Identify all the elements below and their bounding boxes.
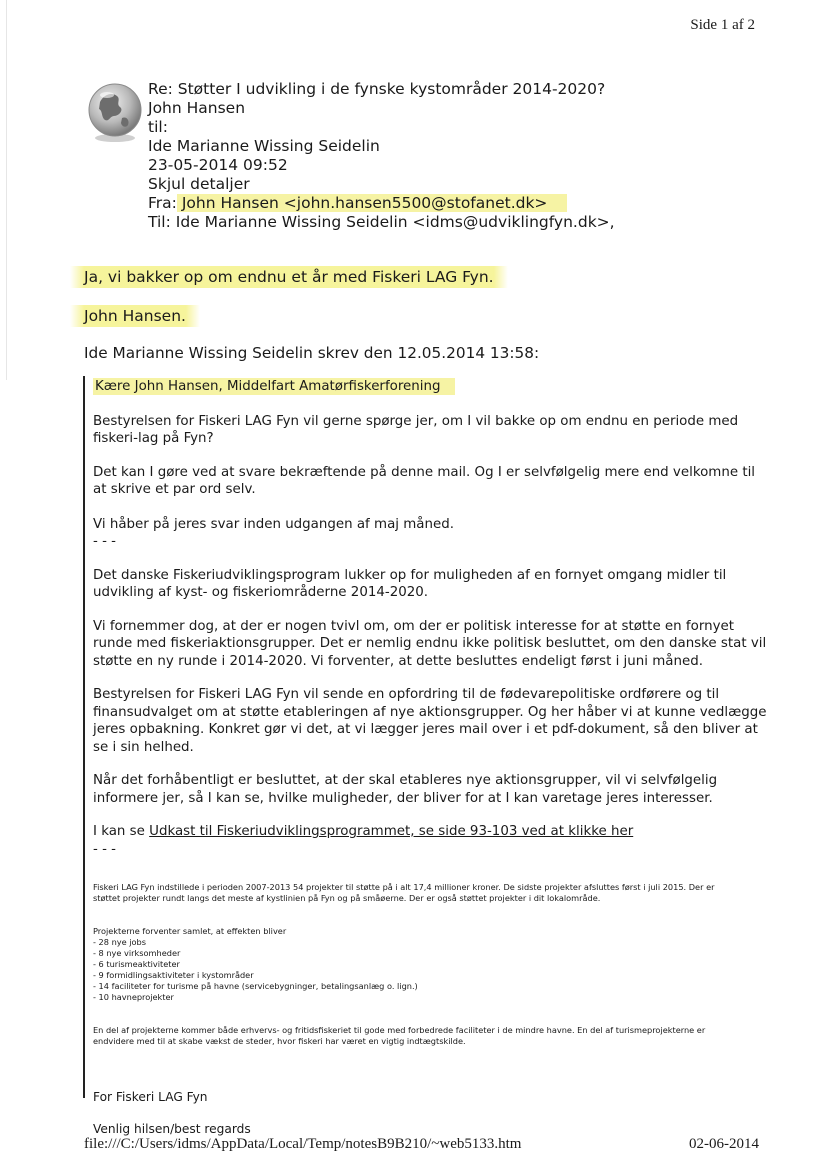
from-label: Fra: <box>148 194 177 212</box>
quoted-message <box>83 376 771 1136</box>
summary-line-2: støttet projekter rundt langs det meste af kystlinien på Fyn og på småøerne. Der er også støttet projekter i dit lokalområde. <box>93 893 601 903</box>
file-path: file:///C:/Users/idms/AppData/Local/Temp/notesB9B210/~web5133.htm <box>84 1136 522 1152</box>
summary-line-1: Fiskeri LAG Fyn indstillede i perioden 2007-2013 54 projekter til støtte på i alt 17,4 millioner kroner. De sidste projekter afsluttes først i juli 2015. Der er <box>93 882 715 892</box>
signature-org: For Fiskeri LAG Fyn <box>93 1090 208 1104</box>
globe-avatar-icon <box>86 80 144 144</box>
to-field-label: Til: <box>148 213 171 231</box>
quote-paragraph-2: Det kan I gøre ved at svare bekræftende på denne mail. Og I er selvfølgelig mere end velkomne til at skrive et par ord selv. <box>93 464 756 497</box>
quote-paragraph-1: Bestyrelsen for Fiskeri LAG Fyn vil gerne spørge jer, om I vil bakke op om endnu en periode med fiskeri-lag på Fyn? <box>93 413 739 446</box>
benefits-line-2: endvidere med til at skabe vækst de steder, hvor fiskeri har været en vigtig indtægtskilde. <box>93 1036 466 1046</box>
reply-line-2: John Hansen. <box>84 307 200 325</box>
separator-1: - - - <box>93 534 117 549</box>
email-subject: Re: Støtter I udvikling i de fynske kystområder 2014-2020? <box>148 80 606 98</box>
from-value: John Hansen <john.hansen5500@stofanet.dk> <box>177 194 568 212</box>
email-sender: John Hansen <box>148 99 246 117</box>
effect-list <box>93 926 771 1003</box>
to-field-value: Ide Marianne Wissing Seidelin <idms@udviklingfyn.dk>, <box>170 213 615 231</box>
benefits-line-1: En del af projekterne kommer både erhvervs- og fritidsfiskeriet til gode med forbedrede faciliteter i de mindre havne. En del af turismeprojekterne er <box>93 1025 706 1035</box>
project-benefits <box>93 1025 771 1047</box>
email-datetime: 23-05-2014 09:52 <box>148 156 288 174</box>
page-number: Side 1 af 2 <box>690 17 755 33</box>
quote-paragraph-5: Vi fornemmer dog, at der er nogen tvivl om, om der er politisk interesse for at støtte en fornyet runde med fiskeriaktionsgrupper. Det er nemlig endnu ikke politisk besluttet, om den danske stat vil støtte en ny runde i 2014-2020. Vi forventer, at dette besluttes endeligt først i juni måned. <box>93 618 767 669</box>
quote-paragraph-7: Når det forhåbentligt er besluttet, at der skal etableres nye aktionsgrupper, vil vi selvfølgelig informere jer, så I kan se, hvilke muligheder, der bliver for at I kan varetage jeres interesser. <box>93 773 718 806</box>
effect-list-item: - 8 nye virksomheder <box>93 948 181 958</box>
effect-list-item: - 28 nye jobs <box>93 937 146 947</box>
quote-paragraph-3: Vi håber på jeres svar inden udgangen af maj måned. <box>93 516 454 532</box>
email-recipient: Ide Marianne Wissing Seidelin <box>148 137 380 155</box>
effect-list-item: - 10 havneprojekter <box>93 992 174 1002</box>
reply-line-1: Ja, vi bakker op om endnu et år med Fiskeri LAG Fyn. <box>84 268 508 286</box>
quote-paragraph-4: Det danske Fiskeriudviklingsprogram lukker op for muligheden af en fornyet omgang midler til udvikling af kyst- og fiskeriområderne 2014-2020. <box>93 567 727 600</box>
hide-details-link[interactable]: Skjul detaljer <box>148 175 250 193</box>
email-header <box>148 80 788 232</box>
quote-intro: Ide Marianne Wissing Seidelin skrev den 12.05.2014 13:58: <box>84 344 540 362</box>
signature-regards: Venlig hilsen/best regards <box>93 1121 251 1136</box>
to-row <box>148 213 788 232</box>
effect-list-item: - 9 formidlingsaktiviteter i kystområder <box>93 970 254 980</box>
separator-2: - - - <box>93 841 117 857</box>
program-draft-link[interactable]: Udkast til Fiskeriudviklingsprogrammet, se side 93-103 ved at klikke her <box>149 824 634 839</box>
to-label: til: <box>148 118 168 136</box>
scan-edge-line <box>6 0 7 380</box>
project-summary <box>93 882 771 904</box>
effect-list-title: Projekterne forventer samlet, at effekten bliver <box>93 926 287 936</box>
quote-paragraph-6: Bestyrelsen for Fiskeri LAG Fyn vil sende en opfordring til de fødevarepolitiske ordførere og til finansudvalget om at støtte etableringen af nye aktionsgrupper. Og her håber vi at kunne vedlægge jeres opbakning. Konkret gør vi det, at vi lægger jeres mail over i et pdf-dokument, så den bliver at se i sin helhed. <box>93 687 767 755</box>
effect-list-item: - 6 turismeaktiviteter <box>93 959 180 969</box>
from-row <box>148 194 788 213</box>
effect-list-item: - 14 faciliteter for turisme på havne (servicebygninger, betalingsanlæg o. lign.) <box>93 981 418 991</box>
link-row <box>93 823 771 841</box>
link-prefix: I kan se <box>93 824 150 839</box>
print-date: 02-06-2014 <box>689 1136 759 1152</box>
quote-greeting: Kære John Hansen, Middelfart Amatørfiskerforening <box>93 378 771 396</box>
